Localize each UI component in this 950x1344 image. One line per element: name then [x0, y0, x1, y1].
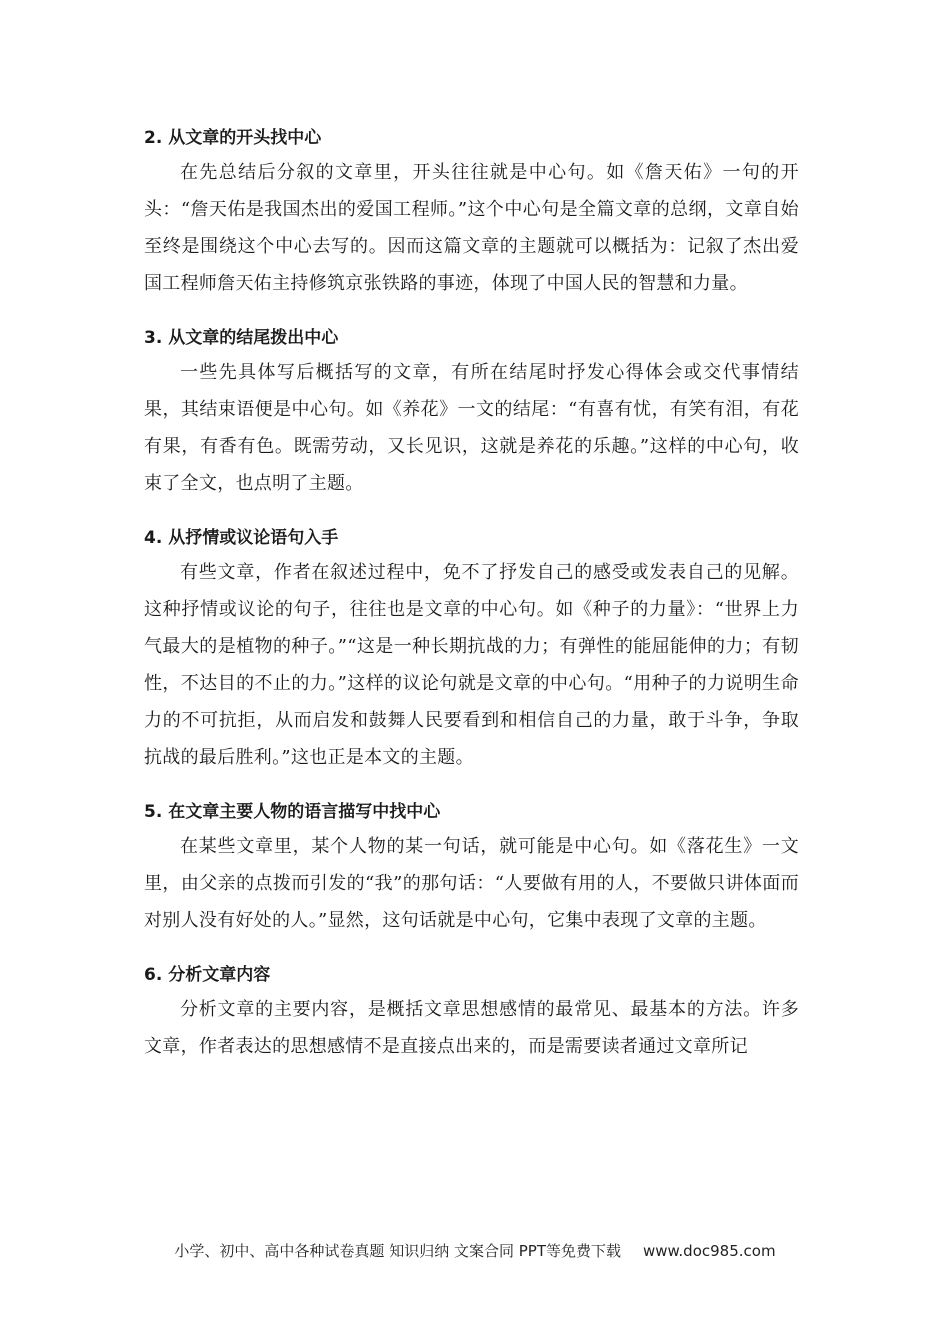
section-3: [144, 322, 799, 502]
section-paragraph: 有些文章，作者在叙述过程中，免不了抒发自己的感受或发表自己的见解。这种抒情或议论的句子，往往也是文章的中心句。如《种子的力量》：“世界上力气最大的是植物的种子。”“这是一种长期抗战的力；有弹性的能屈能伸的力；有韧性，不达目的不止的力。”这样的议论句就是文章的中心句。“用种子的力说明生命力的不可抗拒，从而启发和鼓舞人民要看到和相信自己的力量，敢于斗争，争取抗战的最后胜利。”这也正是本文的主题。: [144, 562, 799, 768]
footer-site-link[interactable]: www.doc985.com: [642, 1242, 776, 1260]
section-paragraph: 在先总结后分叙的文章里，开头往往就是中心句。如《詹天佑》一句的开头：“詹天佑是我国杰出的爱国工程师。”这个中心句是全篇文章的总纲，文章自始至终是围绕这个中心去写的。因而这篇文章的主题就可以概括为：记叙了杰出爱国工程师詹天佑主持修筑京张铁路的事迹，体现了中国人民的智慧和力量。: [144, 162, 799, 294]
section-6: [144, 959, 799, 1065]
section-5: [144, 796, 799, 939]
section-heading: 6. 分析文章内容: [144, 965, 271, 985]
section-paragraph: 在某些文章里，某个人物的某一句话，就可能是中心句。如《落花生》一文里，由父亲的点拨而引发的“我”的那句话：“人要做有用的人，不要做只讲体面而对别人没有好处的人。”显然，这句话就是中心句，它集中表现了文章的主题。: [144, 836, 799, 931]
section-paragraph: 一些先具体写后概括写的文章，有所在结尾时抒发心得体会或交代事情结果，其结束语便是中心句。如《养花》一文的结尾：“有喜有忧，有笑有泪，有花有果，有香有色。既需劳动，又长见识，这就是养花的乐趣。”这样的中心句，收束了全文，也点明了主题。: [144, 362, 799, 494]
section-heading: 2. 从文章的开头找中心: [144, 128, 322, 148]
section-4: [144, 522, 799, 776]
section-heading: 4. 从抒情或议论语句入手: [144, 528, 339, 548]
page-footer: [0, 1240, 950, 1261]
document-body: [144, 122, 799, 1085]
section-2: [144, 122, 799, 302]
footer-text: 小学、初中、高中各种试卷真题 知识归纳 文案合同 PPT等免费下载: [174, 1242, 621, 1260]
section-heading: 3. 从文章的结尾拨出中心: [144, 328, 339, 348]
section-heading: 5. 在文章主要人物的语言描写中找中心: [144, 802, 441, 822]
section-paragraph: 分析文章的主要内容，是概括文章思想感情的最常见、最基本的方法。许多文章，作者表达的思想感情不是直接点出来的，而是需要读者通过文章所记: [144, 999, 799, 1057]
